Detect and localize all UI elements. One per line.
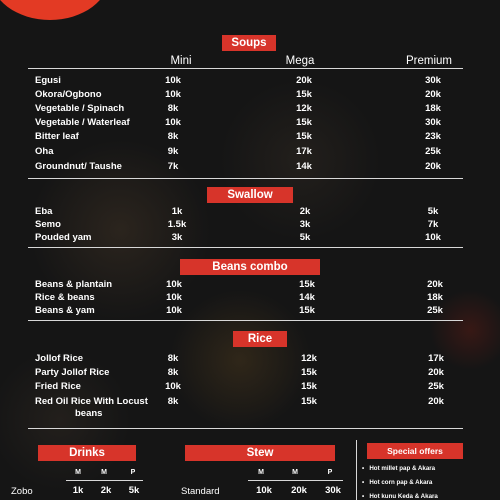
offer-text: Hot corn pap & Akara [369, 479, 433, 486]
price-mega: 14k [296, 161, 312, 172]
tier-premium-header: Premium [405, 55, 452, 67]
price-premium: 23k [425, 131, 441, 142]
price-mini: 10k [165, 75, 181, 86]
price-mega: 20k [296, 75, 312, 86]
price-mini: 10k [165, 117, 181, 128]
row-name: Bitter leaf [35, 131, 79, 142]
row-name: Fried Rice [35, 381, 81, 392]
swallow-banner: Swallow [207, 187, 293, 203]
row-name: Beans & plantain [35, 279, 113, 290]
price-mini: 8k [167, 103, 179, 114]
price-premium: 30k [425, 117, 441, 128]
row-name: Red Oil Rice With Locust [35, 396, 148, 407]
price-premium: 18k [427, 292, 443, 303]
price-mega: 12k [296, 103, 312, 114]
row-name: Oha [35, 146, 54, 157]
price-p: 5k [128, 485, 140, 496]
price-mega: 15k [296, 131, 312, 142]
price-premium: 20k [428, 367, 444, 378]
stew-divider [248, 480, 343, 481]
price-mega: 15k [299, 279, 315, 290]
offer-item: • Hot millet pap & Akara [362, 465, 436, 472]
stew-col-3: P [327, 469, 333, 476]
price-premium: 17k [428, 353, 444, 364]
row-name: Groundnut/ Taushe [35, 161, 122, 172]
tier-mini-header: Mini [170, 55, 192, 67]
row-name: Semo [35, 219, 61, 230]
price-mega: 15k [301, 396, 317, 407]
row-name: Vegetable / Spinach [35, 103, 125, 114]
price-mini: 10k [165, 381, 181, 392]
offer-item: • Hot kunu Keda & Akara [362, 493, 438, 500]
price-mega: 15k [296, 117, 312, 128]
price-premium: 20k [427, 279, 443, 290]
price-mega: 15k [301, 381, 317, 392]
beans-combo-banner: Beans combo [180, 259, 320, 275]
price-mega: 15k [296, 89, 312, 100]
offer-text: Hot millet pap & Akara [369, 465, 436, 472]
drinks-col-2: M [101, 469, 107, 476]
offer-item: • Hot corn pap & Akara [362, 479, 433, 486]
row-name: Pouded yam [35, 232, 92, 243]
row-name: Vegetable / Waterleaf [35, 117, 130, 128]
soups-divider [28, 178, 463, 179]
price-premium: 25k [425, 146, 441, 157]
price-mega: 15k [299, 305, 315, 316]
price-premium: 25k [428, 381, 444, 392]
row-name: Standard [181, 486, 220, 497]
price-mini: 10k [166, 292, 182, 303]
price-premium: 18k [425, 103, 441, 114]
price-mega: 2k [299, 206, 311, 217]
price-mega: 14k [299, 292, 315, 303]
drinks-col-3: P [130, 469, 136, 476]
price-mini: 8k [167, 367, 179, 378]
price-premium: 25k [427, 305, 443, 316]
price-mega: 15k [301, 367, 317, 378]
row-name-continued: beans [75, 408, 103, 419]
price-premium: 30k [425, 75, 441, 86]
row-name: Beans & yam [35, 305, 95, 316]
price-premium: 10k [425, 232, 441, 243]
drinks-col-1: M [75, 469, 81, 476]
offers-separator [356, 440, 357, 500]
price-mega: 3k [299, 219, 311, 230]
soups-header-divider [28, 68, 463, 69]
stew-banner: Stew [185, 445, 335, 461]
price-premium: 20k [425, 89, 441, 100]
price-mini: 10k [166, 305, 182, 316]
price-p: 30k [325, 485, 341, 496]
row-name: Zobo [11, 486, 33, 497]
special-offers-banner: Special offers [367, 443, 463, 459]
swallow-divider [28, 247, 463, 248]
beans-divider [28, 320, 463, 321]
price-mini: 8k [167, 396, 179, 407]
rice-banner: Rice [233, 331, 287, 347]
price-m2: 20k [291, 485, 307, 496]
price-m1: 10k [256, 485, 272, 496]
price-mini: 3k [171, 232, 183, 243]
soups-banner: Soups [222, 35, 276, 51]
price-premium: 5k [427, 206, 439, 217]
drinks-banner: Drinks [38, 445, 136, 461]
row-name: Jollof Rice [35, 353, 84, 364]
stew-col-2: M [292, 469, 298, 476]
price-mini: 9k [167, 146, 179, 157]
rice-divider [28, 428, 463, 429]
price-premium: 20k [425, 161, 441, 172]
price-mini: 7k [167, 161, 179, 172]
row-name: Party Jollof Rice [35, 367, 110, 378]
stew-col-1: M [258, 469, 264, 476]
price-mini: 10k [165, 89, 181, 100]
row-name: Rice & beans [35, 292, 95, 303]
drinks-divider [66, 480, 143, 481]
price-mini: 10k [166, 279, 182, 290]
row-name: Egusi [35, 75, 61, 86]
price-mini: 8k [167, 353, 179, 364]
price-mini: 1k [171, 206, 183, 217]
price-premium: 20k [428, 396, 444, 407]
price-mega: 5k [299, 232, 311, 243]
row-name: Eba [35, 206, 53, 217]
price-premium: 7k [427, 219, 439, 230]
offer-text: Hot kunu Keda & Akara [369, 493, 438, 500]
price-mini: 1.5k [167, 219, 187, 230]
price-mini: 8k [167, 131, 179, 142]
tier-mega-header: Mega [285, 55, 315, 67]
price-m2: 2k [100, 485, 112, 496]
row-name: Okora/Ogbono [35, 89, 102, 100]
price-m1: 1k [72, 485, 84, 496]
price-mega: 17k [296, 146, 312, 157]
price-mega: 12k [301, 353, 317, 364]
